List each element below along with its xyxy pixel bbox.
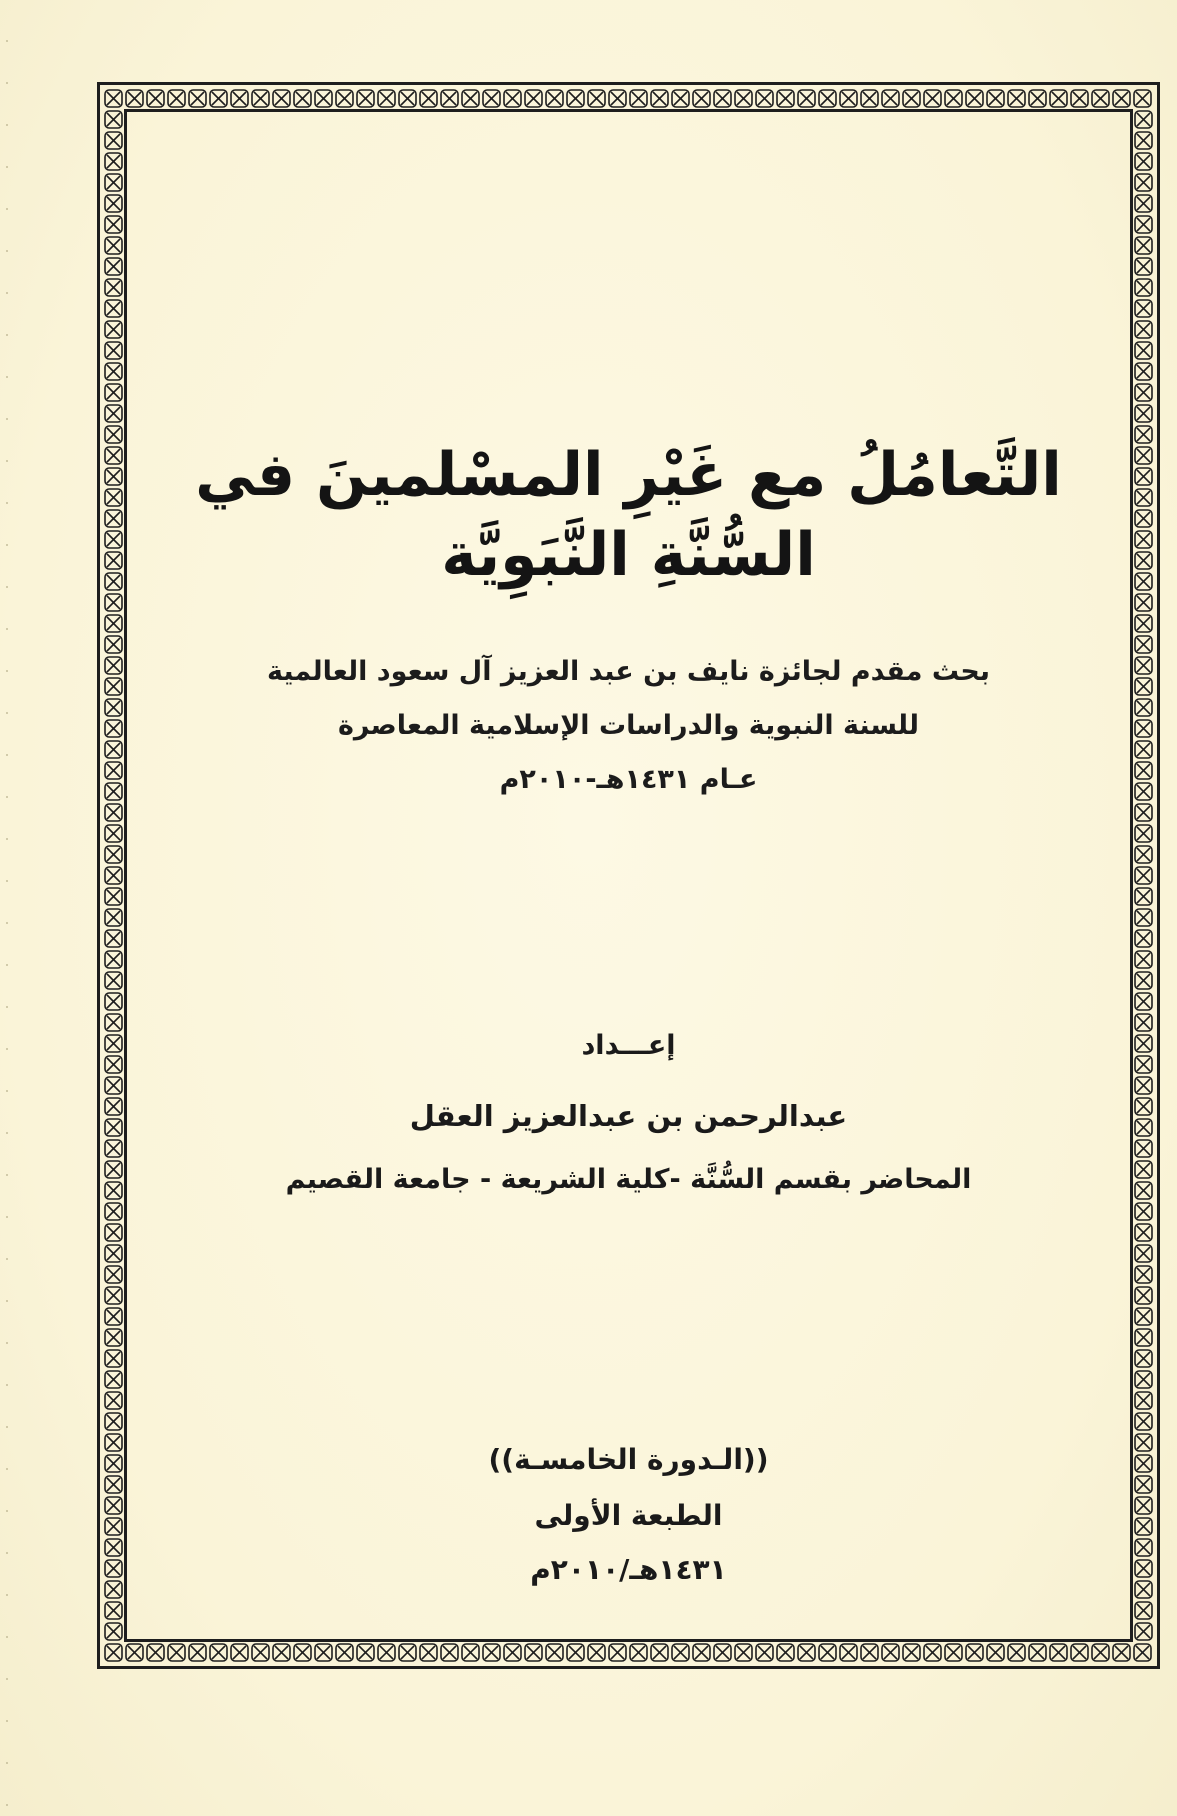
knot-cell xyxy=(105,1077,122,1094)
knot-cell xyxy=(105,951,122,968)
knot-cell xyxy=(462,1644,479,1661)
knot-cell xyxy=(399,90,416,107)
knot-cell xyxy=(1135,657,1152,674)
knot-cell xyxy=(903,1644,920,1661)
knot-cell xyxy=(105,363,122,380)
knot-cell xyxy=(1135,825,1152,842)
knot-cell xyxy=(105,678,122,695)
knot-cell xyxy=(1135,1308,1152,1325)
knot-cell xyxy=(1135,1329,1152,1346)
knot-cell xyxy=(105,342,122,359)
knot-cell xyxy=(1135,1518,1152,1535)
knot-cell xyxy=(714,1644,731,1661)
knot-cell xyxy=(966,1644,983,1661)
knot-cell xyxy=(105,741,122,758)
knot-cell xyxy=(105,1476,122,1493)
knot-cell xyxy=(252,1644,269,1661)
knot-cell xyxy=(105,279,122,296)
knot-cell xyxy=(105,657,122,674)
knot-cell xyxy=(1135,1035,1152,1052)
book-title: التَّعامُلُ مع غَيْرِ المسْلمينَ في السُّنَّةِ النَّبَوِيَّة xyxy=(195,440,1062,590)
knot-cell xyxy=(504,90,521,107)
knot-cell xyxy=(1135,1539,1152,1556)
knot-cell xyxy=(189,1644,206,1661)
knot-cell xyxy=(1113,1644,1130,1661)
knot-cell xyxy=(105,1644,122,1661)
knot-cell xyxy=(336,1644,353,1661)
knot-cell xyxy=(1135,699,1152,716)
knot-cell xyxy=(357,1644,374,1661)
knot-cell xyxy=(1134,90,1151,107)
knot-cell xyxy=(1135,1455,1152,1472)
subtitle-line-3: عـام ١٤٣١هـ-٢٠١٠م xyxy=(499,764,758,795)
knot-cell xyxy=(105,1245,122,1262)
knot-cell xyxy=(105,384,122,401)
knot-cell xyxy=(1135,1077,1152,1094)
knot-cell xyxy=(105,300,122,317)
knot-cell xyxy=(147,1644,164,1661)
knot-cell xyxy=(1092,1644,1109,1661)
knot-cell xyxy=(1135,279,1152,296)
knot-cell xyxy=(105,1287,122,1304)
knot-cell xyxy=(462,90,479,107)
knot-cell xyxy=(1135,909,1152,926)
knot-cell xyxy=(105,1539,122,1556)
knot-cell xyxy=(1135,552,1152,569)
knot-cell xyxy=(420,1644,437,1661)
knot-cell xyxy=(1135,237,1152,254)
knot-cell xyxy=(378,90,395,107)
knot-cell xyxy=(798,1644,815,1661)
knot-cell xyxy=(735,1644,752,1661)
knot-cell xyxy=(210,1644,227,1661)
knot-cell xyxy=(672,90,689,107)
knot-cell xyxy=(105,1014,122,1031)
knot-cell xyxy=(567,1644,584,1661)
knot-cell xyxy=(1135,1161,1152,1178)
knot-cell xyxy=(105,1602,122,1619)
knot-cell xyxy=(252,90,269,107)
knot-cell xyxy=(1135,174,1152,191)
knot-cell xyxy=(105,1455,122,1472)
knot-cell xyxy=(1135,153,1152,170)
knot-cell xyxy=(105,1098,122,1115)
knot-cell xyxy=(924,1644,941,1661)
knot-cell xyxy=(105,1434,122,1451)
knot-cell xyxy=(105,1266,122,1283)
knot-cell xyxy=(1135,783,1152,800)
knot-cell xyxy=(105,1224,122,1241)
knot-cell xyxy=(273,90,290,107)
knot-cell xyxy=(798,90,815,107)
knot-cell xyxy=(1135,1119,1152,1136)
knot-cell xyxy=(105,1560,122,1577)
knot-cell xyxy=(1135,1623,1152,1640)
knot-cell xyxy=(1135,489,1152,506)
knot-cell xyxy=(105,1161,122,1178)
edition-label: الطبعة الأولى xyxy=(534,1499,723,1532)
prepared-by-label: إعـــداد xyxy=(581,1030,676,1061)
knot-cell xyxy=(1135,741,1152,758)
knot-cell xyxy=(105,468,122,485)
knot-cell xyxy=(105,804,122,821)
knot-cell xyxy=(105,1392,122,1409)
knot-cell xyxy=(882,1644,899,1661)
knot-cell xyxy=(945,1644,962,1661)
knot-cell xyxy=(357,90,374,107)
knot-cell xyxy=(105,174,122,191)
knot-cell xyxy=(105,888,122,905)
knot-cell xyxy=(1135,1476,1152,1493)
knot-cell xyxy=(105,846,122,863)
knot-cell xyxy=(1135,195,1152,212)
knot-cell xyxy=(1029,1644,1046,1661)
knot-cell xyxy=(294,1644,311,1661)
knot-cell xyxy=(105,1518,122,1535)
knot-cell xyxy=(105,216,122,233)
knot-cell xyxy=(399,1644,416,1661)
knot-cell xyxy=(105,489,122,506)
knot-cell xyxy=(1135,531,1152,548)
author-name: عبدالرحمن بن عبدالعزيز العقل xyxy=(409,1099,848,1133)
knot-cell xyxy=(1135,1182,1152,1199)
knot-cell xyxy=(1135,762,1152,779)
knot-cell xyxy=(651,1644,668,1661)
knot-cell xyxy=(1135,363,1152,380)
knot-cell xyxy=(651,90,668,107)
knot-cell xyxy=(546,90,563,107)
knot-cell xyxy=(861,1644,878,1661)
subtitle-line-1: بحث مقدم لجائزة نايف بن عبد العزيز آل سعود العالمية xyxy=(266,656,990,687)
knot-cell xyxy=(105,90,122,107)
knot-cell xyxy=(105,699,122,716)
knot-cell xyxy=(1135,930,1152,947)
knot-cell xyxy=(105,825,122,842)
knot-cell xyxy=(315,90,332,107)
knot-cell xyxy=(105,237,122,254)
knot-cell xyxy=(105,720,122,737)
knot-cell xyxy=(105,1623,122,1640)
knot-cell xyxy=(987,1644,1004,1661)
knot-cell xyxy=(1135,1434,1152,1451)
knot-cell xyxy=(105,783,122,800)
knot-cell xyxy=(693,1644,710,1661)
knot-cell xyxy=(1135,1350,1152,1367)
knot-cell xyxy=(1135,468,1152,485)
knot-cell xyxy=(105,258,122,275)
knot-cell xyxy=(105,909,122,926)
knot-cell xyxy=(105,573,122,590)
knot-cell xyxy=(441,1644,458,1661)
knot-cell xyxy=(777,1644,794,1661)
knot-cell xyxy=(1135,111,1152,128)
knot-cell xyxy=(1135,1266,1152,1283)
knot-cell xyxy=(1135,720,1152,737)
knot-cell xyxy=(105,510,122,527)
knot-cell xyxy=(1135,1581,1152,1598)
knot-cell xyxy=(693,90,710,107)
knot-cell xyxy=(1135,1140,1152,1157)
knot-cell xyxy=(1135,426,1152,443)
knot-cell xyxy=(1135,888,1152,905)
knot-cell xyxy=(861,90,878,107)
session-label: ((الـدورة الخامسـة)) xyxy=(488,1443,769,1476)
knot-cell xyxy=(231,90,248,107)
knot-cell xyxy=(1050,1644,1067,1661)
knot-cell xyxy=(105,447,122,464)
knot-cell xyxy=(1135,405,1152,422)
knot-cell xyxy=(1135,678,1152,695)
knot-cell xyxy=(441,90,458,107)
knot-cell xyxy=(105,531,122,548)
knot-cell xyxy=(336,90,353,107)
knot-cell xyxy=(735,90,752,107)
subtitle-line-2: للسنة النبوية والدراسات الإسلامية المعاصرة xyxy=(337,710,920,741)
knot-cell xyxy=(378,1644,395,1661)
knot-cell xyxy=(1135,1371,1152,1388)
knot-cell xyxy=(1135,1245,1152,1262)
knot-cell xyxy=(1135,1287,1152,1304)
knot-cell xyxy=(105,321,122,338)
knot-cell xyxy=(1135,1056,1152,1073)
knot-cell xyxy=(483,90,500,107)
knot-cell xyxy=(609,1644,626,1661)
knot-cell xyxy=(525,90,542,107)
knot-cell xyxy=(1134,1644,1151,1661)
knot-cell xyxy=(504,1644,521,1661)
knot-cell xyxy=(1135,1392,1152,1409)
knot-cell xyxy=(1135,1560,1152,1577)
knot-cell xyxy=(189,90,206,107)
knot-cell xyxy=(210,90,227,107)
knot-cell xyxy=(1135,804,1152,821)
knot-cell xyxy=(105,1581,122,1598)
knot-cell xyxy=(420,90,437,107)
knot-cell xyxy=(105,1308,122,1325)
knot-cell xyxy=(105,1350,122,1367)
knot-cell xyxy=(630,90,647,107)
knot-cell xyxy=(105,405,122,422)
knot-cell xyxy=(1135,615,1152,632)
knot-cell xyxy=(1135,573,1152,590)
knot-cell xyxy=(882,90,899,107)
knot-cell xyxy=(588,1644,605,1661)
knot-cell xyxy=(147,90,164,107)
knot-cell xyxy=(105,1119,122,1136)
knot-cell xyxy=(168,90,185,107)
knot-cell xyxy=(966,90,983,107)
knot-cell xyxy=(1135,258,1152,275)
knot-cell xyxy=(1071,1644,1088,1661)
knot-cell xyxy=(105,930,122,947)
knot-cell xyxy=(987,90,1004,107)
knot-cell xyxy=(1135,636,1152,653)
knot-cell xyxy=(1135,1203,1152,1220)
knot-cell xyxy=(105,552,122,569)
author-affiliation: المحاضر بقسم السُّنَّة -كلية الشريعة - جامعة القصيم xyxy=(285,1164,972,1195)
knot-cell xyxy=(1135,1497,1152,1514)
knot-cell xyxy=(672,1644,689,1661)
knot-cell xyxy=(1092,90,1109,107)
publication-date: ١٤٣١هـ/٢٠١٠م xyxy=(530,1553,727,1586)
knot-cell xyxy=(819,1644,836,1661)
knot-cell xyxy=(525,1644,542,1661)
knot-cell xyxy=(105,1497,122,1514)
knot-cell xyxy=(1135,1098,1152,1115)
knot-cell xyxy=(483,1644,500,1661)
knot-cell xyxy=(1135,384,1152,401)
knot-cell xyxy=(105,993,122,1010)
knot-cell xyxy=(714,90,731,107)
knot-cell xyxy=(105,1329,122,1346)
knot-cell xyxy=(1135,1014,1152,1031)
knot-cell xyxy=(1135,300,1152,317)
knot-cell xyxy=(105,636,122,653)
knot-cell xyxy=(1008,1644,1025,1661)
knot-cell xyxy=(1135,1602,1152,1619)
knot-cell xyxy=(1135,132,1152,149)
knot-cell xyxy=(105,1140,122,1157)
knot-cell xyxy=(840,90,857,107)
knot-cell xyxy=(1135,321,1152,338)
knot-cell xyxy=(1135,447,1152,464)
knot-cell xyxy=(105,1413,122,1430)
knot-cell xyxy=(105,1203,122,1220)
knot-cell xyxy=(105,762,122,779)
knot-cell xyxy=(1071,90,1088,107)
knot-cell xyxy=(126,90,143,107)
knot-cell xyxy=(105,615,122,632)
knot-cell xyxy=(105,1371,122,1388)
knot-cell xyxy=(1135,510,1152,527)
knot-cell xyxy=(273,1644,290,1661)
knot-cell xyxy=(105,1035,122,1052)
knot-cell xyxy=(546,1644,563,1661)
knot-cell xyxy=(840,1644,857,1661)
knot-cell xyxy=(294,90,311,107)
knot-cell xyxy=(105,867,122,884)
page-edge-marks xyxy=(6,0,8,1816)
knot-cell xyxy=(609,90,626,107)
knot-cell xyxy=(567,90,584,107)
knot-cell xyxy=(1135,867,1152,884)
knot-cell xyxy=(1029,90,1046,107)
knot-cell xyxy=(588,90,605,107)
knot-cell xyxy=(1135,1413,1152,1430)
knot-cell xyxy=(105,132,122,149)
knot-cell xyxy=(105,1182,122,1199)
knot-cell xyxy=(1050,90,1067,107)
knot-cell xyxy=(1135,993,1152,1010)
knot-cell xyxy=(315,1644,332,1661)
knot-cell xyxy=(1008,90,1025,107)
knot-cell xyxy=(630,1644,647,1661)
knot-cell xyxy=(1135,972,1152,989)
knot-cell xyxy=(1135,1224,1152,1241)
knot-cell xyxy=(756,1644,773,1661)
knot-cell xyxy=(105,1056,122,1073)
knot-cell xyxy=(924,90,941,107)
knot-cell xyxy=(1135,846,1152,863)
knot-cell xyxy=(105,153,122,170)
knot-cell xyxy=(819,90,836,107)
knot-cell xyxy=(105,426,122,443)
knot-cell xyxy=(1113,90,1130,107)
knot-cell xyxy=(1135,216,1152,233)
knot-cell xyxy=(756,90,773,107)
knot-cell xyxy=(1135,951,1152,968)
cover-content xyxy=(160,110,1097,1640)
knot-cell xyxy=(903,90,920,107)
knot-cell xyxy=(105,594,122,611)
knot-cell xyxy=(168,1644,185,1661)
knot-cell xyxy=(231,1644,248,1661)
knot-cell xyxy=(777,90,794,107)
knot-cell xyxy=(105,972,122,989)
knot-cell xyxy=(1135,342,1152,359)
knot-cell xyxy=(126,1644,143,1661)
knot-cell xyxy=(105,111,122,128)
knot-cell xyxy=(105,195,122,212)
knot-cell xyxy=(945,90,962,107)
knot-cell xyxy=(1135,594,1152,611)
